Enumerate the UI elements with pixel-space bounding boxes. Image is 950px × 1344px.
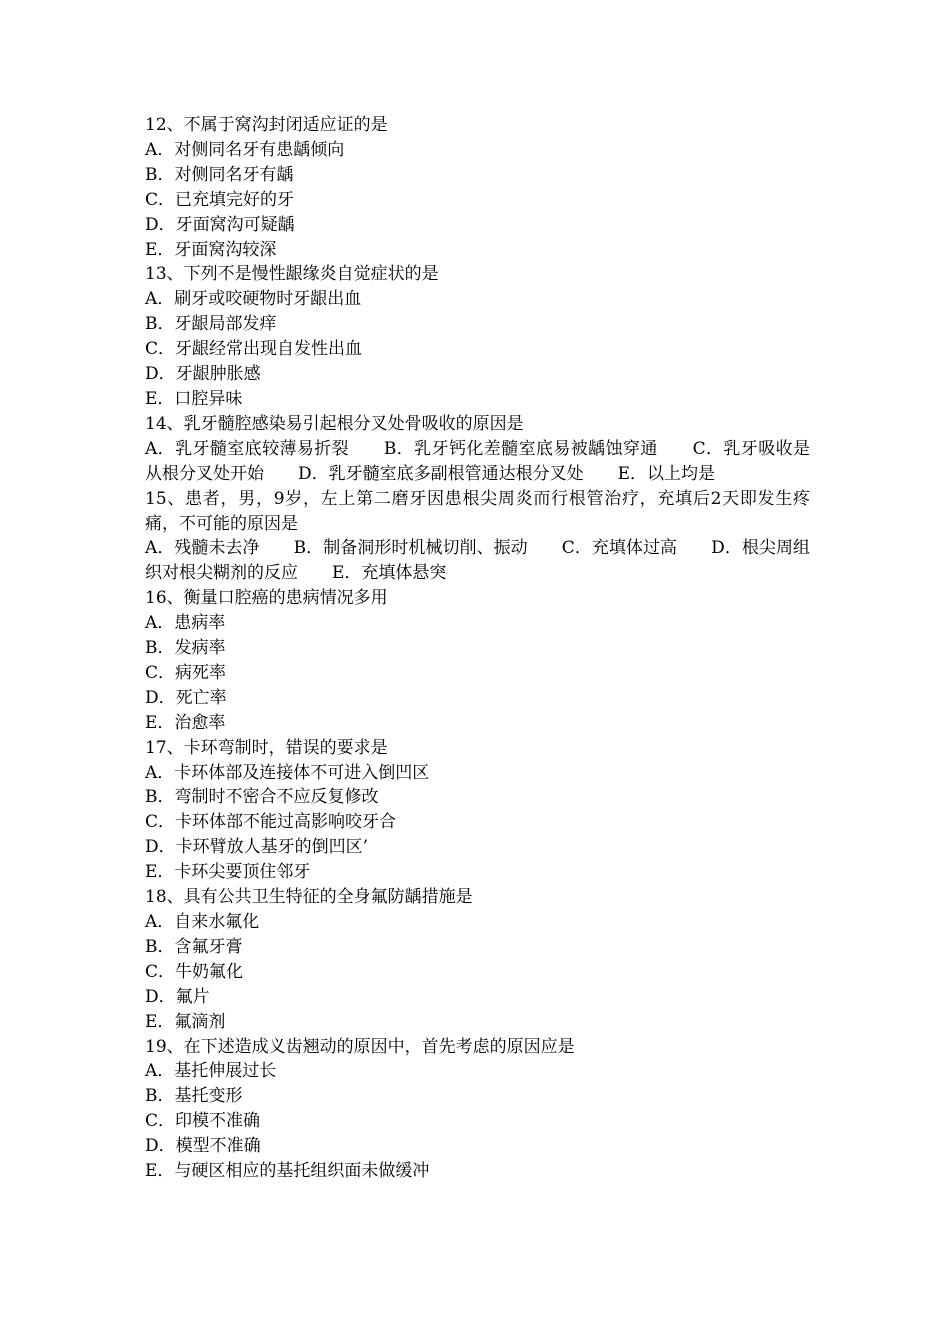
option-e: E．牙面窝沟较深 — [145, 239, 277, 260]
option-c: C．已充填完好的牙 — [145, 189, 295, 210]
option-b: B．对侧同名牙有龋 — [145, 164, 294, 185]
option-e: E．卡环尖要顶住邻牙 — [145, 862, 311, 883]
question-19 — [145, 1035, 810, 1184]
option-e: E．口腔异味 — [145, 388, 243, 409]
option-b: B．弯制时不密合不应反复修改 — [145, 787, 379, 808]
question-13 — [145, 262, 810, 411]
option-c: C．病死率 — [145, 662, 227, 683]
option-b: B．含氟牙膏 — [145, 936, 243, 957]
option-a: A．患病率 — [145, 613, 226, 634]
question-stem: 15、患者，男，9岁，左上第二磨牙因患根尖周炎而行根管治疗，充填后2天即发生疼痛，不可能的原因是 — [145, 488, 810, 534]
option-a: A．对侧同名牙有患龋倾向 — [145, 139, 345, 160]
option-d: D．牙龈肿胀感 — [145, 364, 261, 385]
option-b: B．发病率 — [145, 638, 226, 659]
question-stem: 13、下列不是慢性龈缘炎自觉症状的是 — [145, 264, 439, 285]
question-15 — [145, 487, 810, 587]
option-a: A．刷牙或咬硬物时牙龈出血 — [145, 289, 362, 310]
question-stem: 12、不属于窝沟封闭适应证的是 — [145, 115, 388, 135]
option-c: C．牙龈经常出现自发性出血 — [145, 339, 363, 360]
question-stem: 16、衡量口腔癌的患病情况多用 — [145, 588, 388, 609]
option-b: B．牙龈局部发痒 — [145, 314, 277, 335]
question-12 — [145, 113, 810, 262]
inline-options: A．乳牙髓室底较薄易折裂 B．乳牙钙化差髓室底易被龋蚀穿通 C．乳牙吸收是从根分叉处开始 D．乳牙髓室底多副根管通达根分叉处 E．以上均是 — [145, 438, 810, 484]
option-b: B．基托变形 — [145, 1086, 243, 1107]
option-a: A．卡环体部及连接体不可进入倒凹区 — [145, 762, 430, 783]
question-stem: 19、在下述造成义齿翘动的原因中，首先考虑的原因应是 — [145, 1036, 575, 1057]
option-c: C．印模不准确 — [145, 1111, 261, 1132]
option-e: E．治愈率 — [145, 712, 226, 733]
question-16 — [145, 586, 810, 735]
question-stem: 17、卡环弯制时，错误的要求是 — [145, 737, 388, 758]
option-d: D．氟片 — [145, 986, 210, 1007]
question-stem: 18、具有公共卫生特征的全身氟防龋措施是 — [145, 887, 473, 908]
inline-options: A．残髓未去净 B．制备洞形时机械切削、振动 C．充填体过高 D．根尖周组织对根尖糊剂的反应 E．充填体悬突 — [145, 538, 810, 584]
option-d: D．牙面窝沟可疑龋 — [145, 214, 295, 235]
option-e: E．氟滴剂 — [145, 1011, 226, 1032]
option-a: A．基托伸展过长 — [145, 1061, 277, 1082]
question-18 — [145, 885, 810, 1034]
option-d: D．卡环臂放人基牙的倒凹区’ — [145, 837, 369, 858]
question-14 — [145, 412, 810, 487]
document-page — [145, 113, 810, 1184]
option-d: D．死亡率 — [145, 687, 227, 708]
option-c: C．牛奶氟化 — [145, 961, 244, 982]
option-c: C．卡环体部不能过高影响咬牙合 — [145, 812, 397, 833]
question-17 — [145, 736, 810, 885]
option-a: A．自来水氟化 — [145, 912, 260, 932]
option-e: E．与硬区相应的基托组织面未做缓冲 — [145, 1161, 430, 1182]
option-d: D．模型不准确 — [145, 1136, 261, 1157]
question-stem: 14、乳牙髓腔感染易引起根分叉处骨吸收的原因是 — [145, 413, 524, 434]
